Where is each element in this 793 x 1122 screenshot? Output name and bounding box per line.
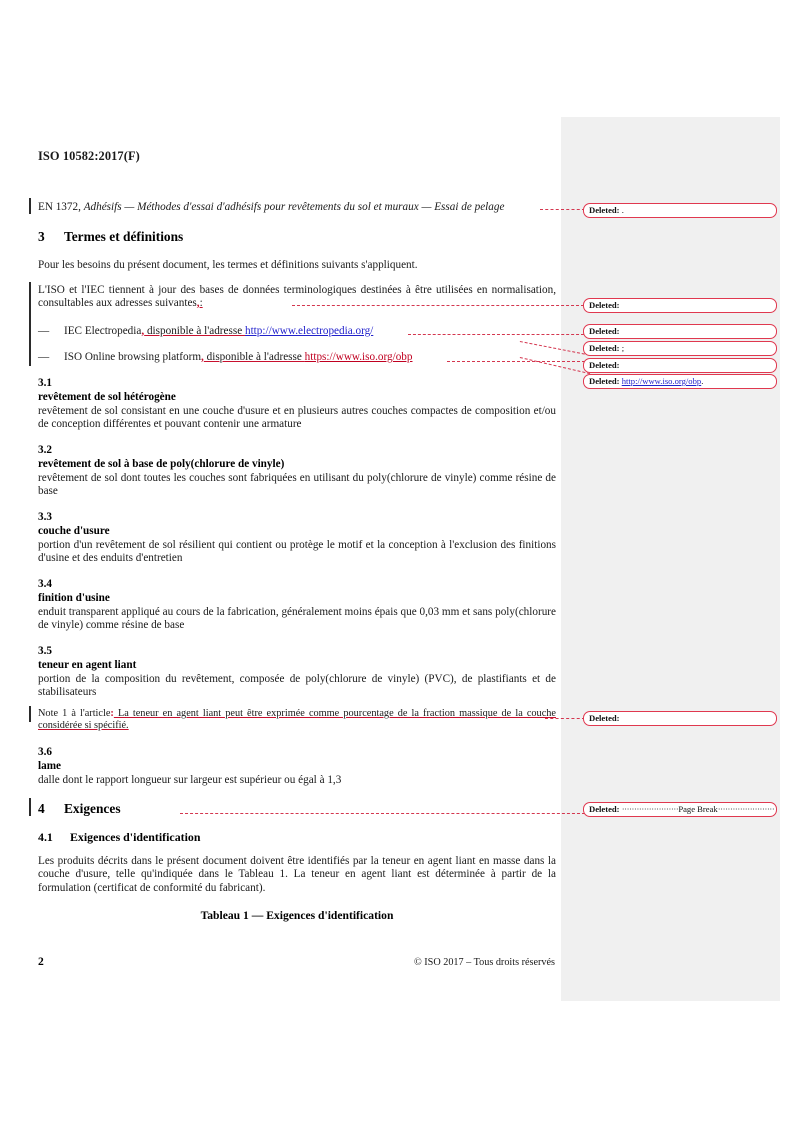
- electropedia-name: IEC Electropedia: [64, 325, 142, 337]
- electropedia-url-link[interactable]: http://www.electropedia.org/: [244, 325, 374, 337]
- databases-text: L'ISO et l'IEC tiennent à jour des bases de données terminologiques destinées à être utilisées en normalisation, consultables aux adresses suivantes: [38, 284, 556, 310]
- document-header: ISO 10582:2017(F): [38, 149, 140, 163]
- reference-title: Adhésifs — Méthodes d'essai d'adhésifs pour revêtements du sol et muraux — Essai de pelage: [83, 201, 505, 213]
- balloon-label: Deleted:: [589, 713, 620, 723]
- em-dash-bullet: —: [38, 351, 50, 363]
- obp-lead: disponible à l'adresse: [203, 351, 305, 363]
- balloon-deleted-1[interactable]: [583, 298, 777, 313]
- balloon-label: Deleted:: [589, 326, 620, 336]
- table-1-caption: Tableau 1 — Exigences d'identification: [200, 909, 394, 922]
- note-text: La teneur en agent liant peut être exprimée comme pourcentage de la fraction massique de la couche considérée si spécifié.: [38, 708, 556, 732]
- balloon-deleted-3[interactable]: [583, 341, 777, 356]
- term-definition-3-5: portion de la composition du revêtement, composée de poly(chlorure de vinyle) (PVC), de plastifiants et de stabilisateurs: [38, 673, 556, 699]
- balloon-value-tail: .: [701, 376, 704, 386]
- term-name-3-3: couche d'usure: [38, 525, 110, 537]
- balloon-deleted-pagebreak[interactable]: [583, 802, 777, 817]
- balloon-value-link[interactable]: http://www.iso.org/obp: [621, 376, 702, 386]
- term-name-3-2: revêtement de sol à base de poly(chlorure de vinyle): [38, 458, 285, 470]
- balloon-deleted-2[interactable]: [583, 324, 777, 339]
- term-name-3-1: revêtement de sol hétérogène: [38, 391, 176, 403]
- balloon-deleted-5[interactable]: [583, 374, 777, 389]
- term-definition-3-2: revêtement de sol dont toutes les couches sont fabriquées en utilisant du poly(chlorure de vinyle) comme résine de base: [38, 472, 556, 498]
- balloon-label: Deleted:: [589, 343, 620, 353]
- paragraph-terms-intro: Pour les besoins du présent document, les termes et définitions suivants s'appliquent.: [38, 259, 418, 271]
- balloon-value: Page Break: [678, 804, 718, 814]
- paragraph-identification-requirements: Les produits décrits dans le présent document doivent être identifiés par la teneur en agent liant en masse dans la couche d'usure, telle qu'indiquée dans le Tableau 1. La teneur en agent liant est déterminée à partir de la formulation (certificat de conformité du fabricant).: [38, 855, 556, 894]
- inserted-colon: :: [199, 297, 203, 310]
- balloon-value: .: [619, 205, 624, 215]
- electropedia-lead: disponible à l'adresse: [144, 325, 245, 337]
- clause-number: 3: [38, 229, 45, 244]
- term-number-3-4: 3.4: [38, 578, 52, 590]
- term-name-3-6: lame: [38, 760, 61, 772]
- balloon-label: Deleted:: [589, 376, 620, 386]
- clause-number: 4: [38, 801, 45, 816]
- deletion-caret: :: [110, 708, 114, 719]
- subclause-number: 4.1: [38, 830, 53, 844]
- footer-page-number: 2: [38, 955, 44, 968]
- term-number-3-1: 3.1: [38, 377, 52, 389]
- balloon-deleted-4[interactable]: [583, 358, 777, 373]
- note-label: Note 1 à l'article: [38, 708, 111, 719]
- term-number-3-3: 3.3: [38, 511, 52, 523]
- em-dash-bullet: —: [38, 325, 50, 337]
- term-definition-3-4: enduit transparent appliqué au cours de la fabrication, généralement moins épais que 0,03 mm et sans poly(chlorure de vinyle) comme résine de base: [38, 606, 556, 632]
- balloon-label: Deleted:: [589, 804, 620, 814]
- term-definition-3-3: portion d'un revêtement de sol résilient qui contient ou protège le motif et la conception à l'exclusion des finitions d'usine et des enduits d'entretien: [38, 539, 556, 565]
- deletion-caret: ,: [196, 297, 200, 310]
- term-number-3-5: 3.5: [38, 645, 52, 657]
- term-number-3-6: 3.6: [38, 746, 52, 758]
- page-break-dots-right: ·······················: [717, 804, 775, 814]
- term-definition-3-6: dalle dont le rapport longueur sur largeur est supérieur ou égal à 1,3: [38, 774, 342, 786]
- term-name-3-4: finition d'usine: [38, 592, 110, 604]
- footer-copyright: © ISO 2017 – Tous droits réservés: [414, 957, 555, 968]
- balloon-label: Deleted:: [589, 205, 620, 215]
- clause-title: Exigences: [64, 801, 121, 816]
- obp-url-link[interactable]: https://www.iso.org/obp: [304, 351, 413, 363]
- obp-name: ISO Online browsing platform: [64, 351, 202, 363]
- balloon-deleted-6[interactable]: [583, 711, 777, 726]
- deletion-caret: ,: [141, 325, 145, 337]
- page-break-dots-left: ·······················: [621, 804, 679, 814]
- clause-title: Termes et définitions: [64, 229, 184, 244]
- term-name-3-5: teneur en agent liant: [38, 659, 137, 671]
- term-definition-3-1: revêtement de sol consistant en une couche d'usure et en plusieurs autres couches compactes de composition et/ou de conception différentes et pouvant contenir une armature: [38, 405, 556, 431]
- balloon-deleted-0[interactable]: [583, 203, 777, 218]
- balloon-label: Deleted:: [589, 360, 620, 370]
- reference-code: EN 1372,: [38, 201, 84, 213]
- term-number-3-2: 3.2: [38, 444, 52, 456]
- subclause-title: Exigences d'identification: [70, 830, 201, 844]
- balloon-label: Deleted:: [589, 300, 620, 310]
- deletion-caret: ,: [201, 351, 204, 363]
- balloon-value: ;: [619, 343, 625, 353]
